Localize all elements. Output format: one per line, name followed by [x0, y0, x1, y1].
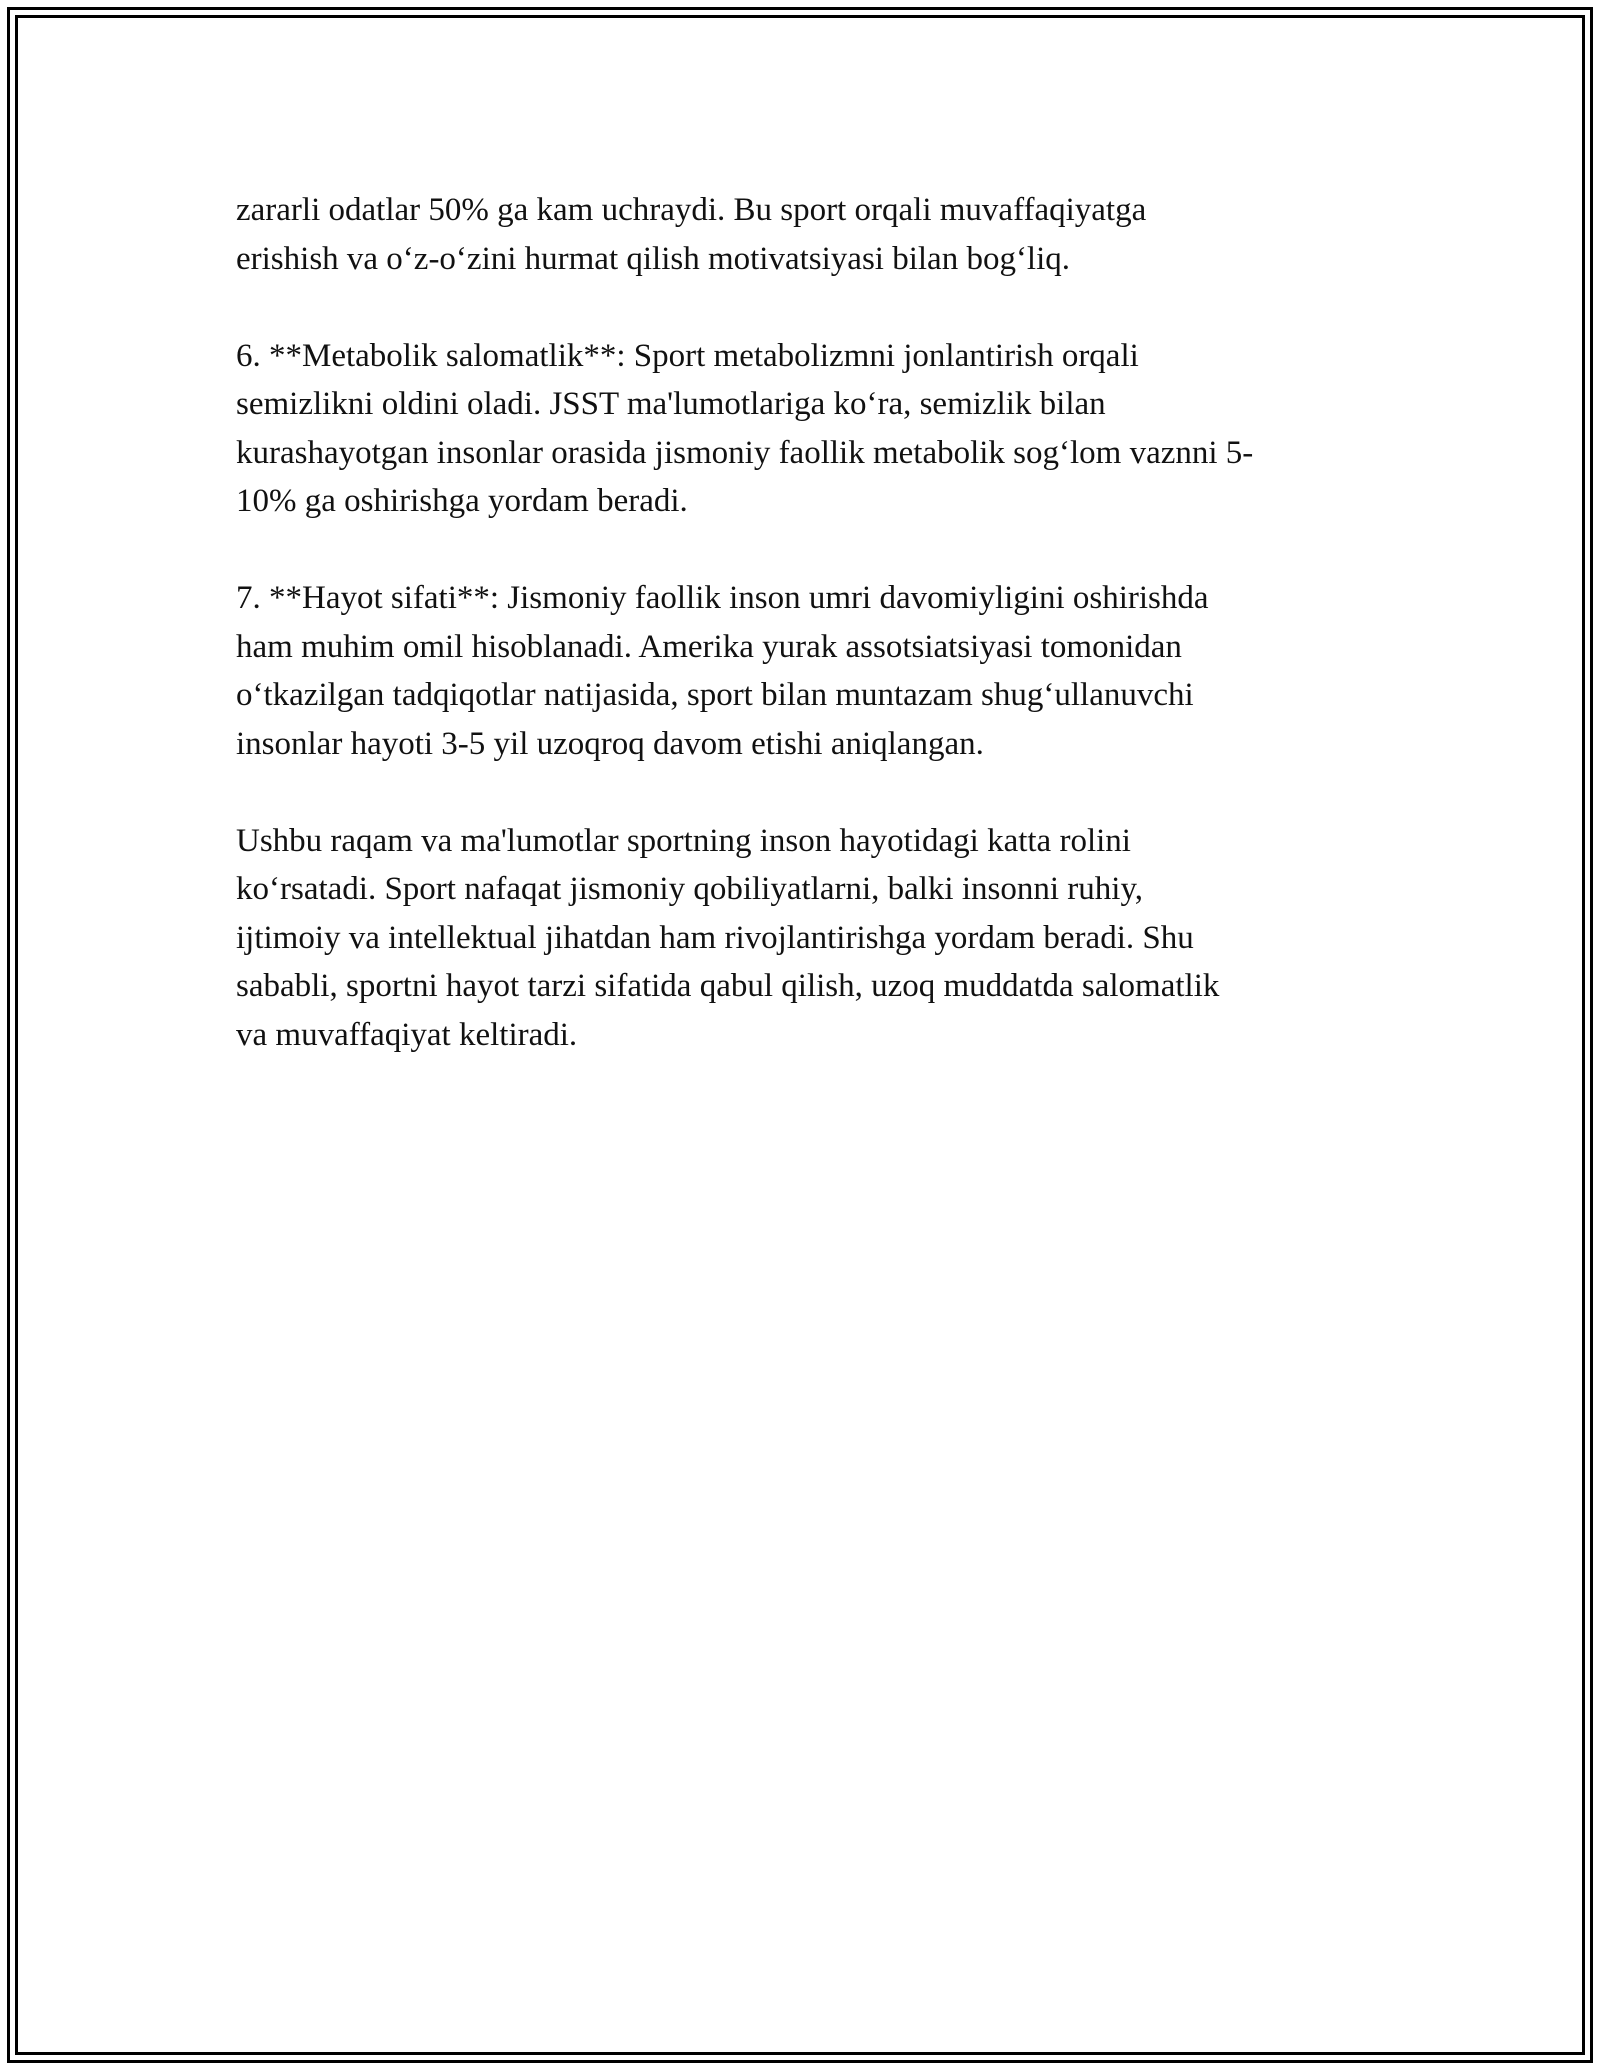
- text-line: sababli, sportni hayot tarzi sifatida qabul qilish, uzoq muddatda salomatlik: [236, 968, 1220, 1004]
- text-line: semizlikni oldini oladi. JSST ma'lumotlariga ko‘ra, semizlik bilan: [236, 386, 1106, 422]
- text-line: o‘tkazilgan tadqiqotlar natijasida, sport bilan muntazam shug‘ullanuvchi: [236, 677, 1194, 713]
- paragraph-bad-habits: [236, 186, 1376, 283]
- paragraph-metabolic-health: [236, 332, 1376, 526]
- text-line: ham muhim omil hisoblanadi. Amerika yurak assotsiatsiyasi tomonidan: [236, 628, 1182, 665]
- text-line: zararli odatlar 50% ga kam uchraydi. Bu sport orqali muvaffaqiyatga: [236, 192, 1147, 228]
- text-line: 10% ga oshirishga yordam beradi.: [236, 483, 688, 519]
- text-line: va muvaffaqiyat keltiradi.: [236, 1016, 578, 1053]
- text-line: Ushbu raqam va ma'lumotlar sportning inson hayotidagi katta rolini: [236, 822, 1131, 859]
- text-line: insonlar hayoti 3-5 yil uzoqroq davom etishi aniqlangan.: [236, 725, 984, 762]
- text-line: ijtimoiy va intellektual jihatdan ham rivojlantirishga yordam beradi. Shu: [236, 919, 1194, 956]
- document-body: [236, 186, 1376, 1108]
- paragraph-quality-of-life: [236, 574, 1376, 768]
- text-line: erishish va o‘z-o‘zini hurmat qilish motivatsiyasi bilan bog‘liq.: [236, 240, 1071, 277]
- text-line: 6. **Metabolik salomatlik**: Sport metabolizmni jonlantirish orqali: [236, 337, 1139, 374]
- text-line: 7. **Hayot sifati**: Jismoniy faollik inson umri davomiyligini oshirishda: [236, 580, 1209, 616]
- text-line: ko‘rsatadi. Sport nafaqat jismoniy qobiliyatlarni, balki insonni ruhiy,: [236, 871, 1144, 907]
- paragraph-conclusion: [236, 817, 1376, 1060]
- text-line: kurashayotgan insonlar orasida jismoniy faollik metabolik sog‘lom vaznni 5-: [236, 434, 1254, 471]
